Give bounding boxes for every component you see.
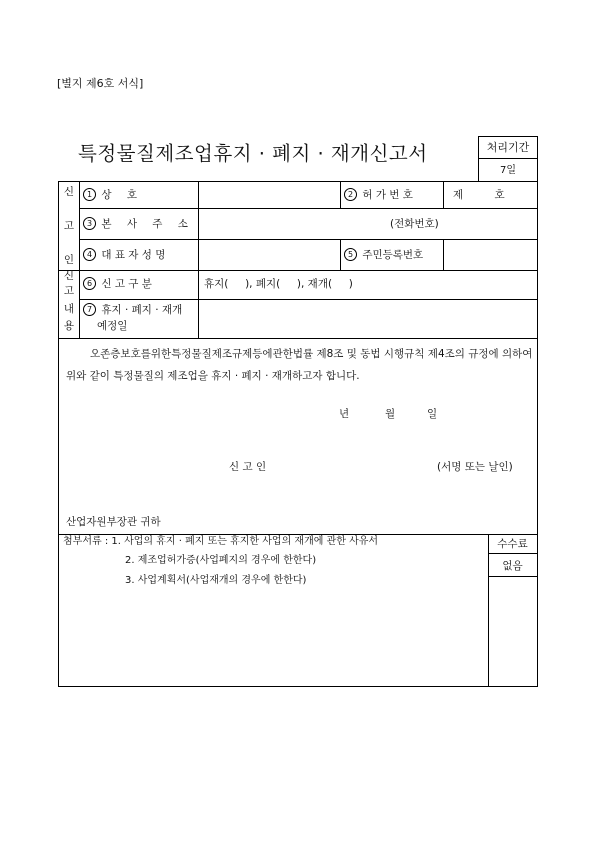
signature-note: (서명 또는 날인)	[437, 461, 513, 473]
permit-number-value: 제 호	[453, 189, 519, 201]
representative-name-label-cell	[83, 248, 165, 262]
head-office-address-label: 본 사 주 소	[101, 218, 194, 230]
circled-number-1: 1	[83, 188, 96, 201]
circled-number-5: 5	[344, 248, 357, 261]
report-side-label-3: 내	[63, 303, 75, 315]
processing-period-box	[478, 136, 538, 182]
resident-number-label: 주민등록번호	[362, 249, 424, 261]
form-number: [별지 제6호 서식]	[57, 77, 144, 90]
processing-period-label: 처리기간	[479, 137, 537, 159]
reporter-label: 신 고 인	[229, 461, 267, 473]
processing-period-value: 7일	[499, 165, 517, 176]
scheduled-date-label-cell	[83, 303, 182, 317]
permit-number-label-cell	[344, 188, 413, 202]
circled-number-6: 6	[83, 277, 96, 290]
trade-name-label: 상 호	[101, 189, 143, 201]
resident-number-label-cell	[344, 248, 423, 262]
attachment-item-3: 3. 사업계획서(사업재개의 경우에 한한다)	[125, 575, 307, 586]
circled-number-4: 4	[83, 248, 96, 261]
applicant-side-label-2: 고	[63, 220, 75, 232]
addressee: 산업자원부장관 귀하	[66, 516, 161, 528]
report-side-label-1: 신	[63, 270, 75, 282]
representative-name-label: 대 표 자 성 명	[101, 249, 166, 261]
declaration-paragraph: 오존층보호를위한특정물질제조규제등에관한법률 제8조 및 동법 시행규칙 제4조의 규정에 의하여 위와 같이 특정물질의 제조업을 휴지 · 폐지 · 재개하고자 합니다.	[66, 348, 533, 382]
report-type-label-cell	[83, 277, 152, 291]
scheduled-date-label-line2: 예정일	[97, 320, 128, 332]
fee-label: 수수료	[497, 538, 528, 550]
report-type-label: 신 고 구 분	[101, 278, 152, 290]
date-month: 월	[385, 408, 396, 420]
attachment-item-1: 1. 사업의 휴지 · 폐지 또는 휴지한 사업의 재개에 관한 사유서	[111, 536, 379, 547]
form-title: 특정물질제조업휴지 · 폐지 · 재개신고서	[78, 142, 428, 165]
attachment-item-2: 2. 제조업허가증(사업폐지의 경우에 한한다)	[125, 555, 317, 566]
circled-number-2: 2	[344, 188, 357, 201]
date-year: 년	[339, 408, 350, 420]
trade-name-label-cell	[83, 188, 143, 202]
applicant-side-label-3: 인	[63, 254, 75, 266]
date-day: 일	[427, 408, 438, 420]
head-office-address-label-cell	[83, 217, 194, 231]
circled-number-7: 7	[83, 303, 96, 316]
circled-number-3: 3	[83, 217, 96, 230]
scheduled-date-label-line1: 휴지 · 폐지 · 재개	[101, 304, 183, 316]
permit-number-label: 허 가 번 호	[362, 189, 413, 201]
fee-value: 없음	[502, 560, 523, 572]
attachments-item-1-row	[63, 535, 378, 549]
form-table	[58, 181, 538, 687]
report-type-options: 휴지( ), 폐지( ), 재개( )	[204, 278, 353, 290]
phone-number-note: (전화번호)	[390, 218, 439, 230]
report-side-label-2: 고	[63, 285, 75, 297]
attachments-label: 첨부서류 :	[63, 536, 112, 547]
report-side-label-4: 용	[63, 320, 75, 332]
applicant-side-label-1: 신	[63, 186, 75, 198]
